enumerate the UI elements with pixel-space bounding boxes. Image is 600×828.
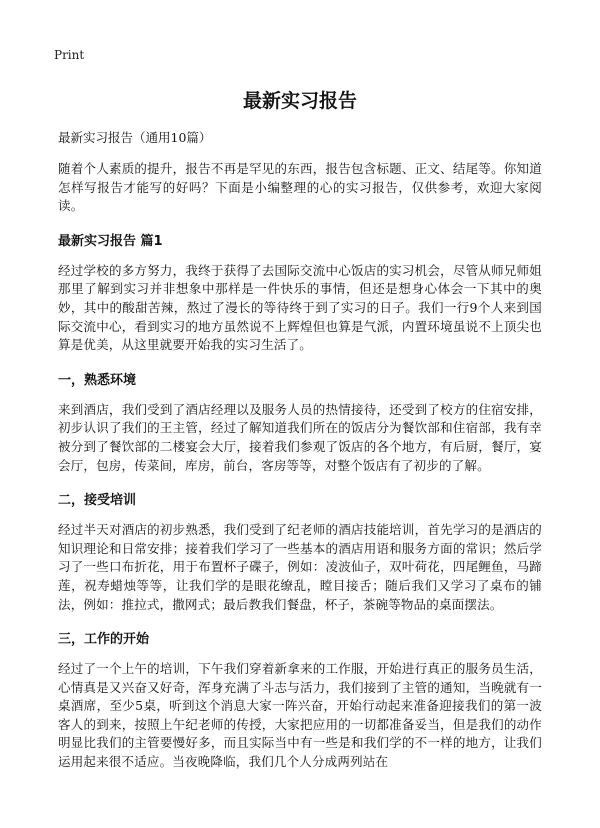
chapter-heading: 最新实习报告 篇1 — [58, 233, 163, 249]
section-paragraph-2: 经过半天对酒店的初步熟悉，我们受到了纪老师的酒店技能培训，首先学习的是酒店的知识理论和日常安排；接着我们学习了一些基本的酒店用语和服务方面的常识；然后学习了一些口布折花，用于布置杯子碟子，例如：凌波仙子，双叶荷花，四尾鲤鱼，马蹄莲，祝寿蜡烛等等，让我们学的是眼花缭乱，瞠目接舌；随后我们又学习了桌布的铺法，例如：推拉式，撒网式；最后教我们餐盘，杯子，茶碗等物品的桌面摆法。 — [58, 522, 542, 612]
page-title: 最新实习报告 — [242, 90, 357, 112]
print-link[interactable]: Print — [54, 48, 85, 62]
section-heading-1: 一，熟悉环境 — [58, 372, 137, 388]
section-paragraph-3: 经过了一个上午的培训，下午我们穿着新拿来的工作服，开始进行真正的服务员生活，心情真是又兴奋又好奇，浑身充满了斗志与活力，我们接到了主管的通知，当晚就有一桌酒席，至少5桌，听到这个消息大家一阵兴奋，开始行动起来准备迎接我们的第一波客人的到来，按照上午纪老师的传授，大家把应用的一切都准备妥当，但是我们的动作明显比我们的主管要慢好多，而且实际当中有一些是和我们学的不一样的地方，让我们运用起来很不适应。当夜晚降临，我们几个人分成两列站在 — [58, 661, 542, 770]
section-heading-3: 三，工作的开始 — [58, 632, 150, 648]
document-subtitle: 最新实习报告（通用10篇） — [58, 130, 212, 145]
section-paragraph-1: 来到酒店，我们受到了酒店经理以及服务人员的热情接待，还受到了校方的住宿安排，初步认识了我们的王主管，经过了解知道我们所在的饭店分为餐饮部和住宿部，我有幸被分到了餐饮部的二楼宴会大厅，接着我们参观了饭店的各个地方，有后厨，餐厅，宴会厅，包房，传菜间，库房，前台，客房等等，对整个饭店有了初步的了解。 — [58, 401, 542, 473]
chapter-paragraph: 经过学校的多方努力，我终于获得了去国际交流中心饭店的实习机会，尽管从师兄师姐那里了解到实习并非想象中那样是一件快乐的事情，但还是想身心体会一下其中的奥妙，其中的酸甜苦辣，熬过了漫长的等待终于到了实习的日子。我们一行9个人来到国际交流中心，看到实习的地方虽然说不上辉煌但也算是气派，内置环境虽说不上顶尖也算是优美，从这里就要开始我的实习生活了。 — [58, 262, 542, 353]
intro-paragraph: 随着个人素质的提升，报告不再是罕见的东西，报告包含标题、正文、结尾等。你知道怎样写报告才能写的好吗？下面是小编整理的心的实习报告，仅供参考，欢迎大家阅读。 — [58, 161, 542, 214]
section-heading-2: 二，接受培训 — [58, 493, 137, 509]
